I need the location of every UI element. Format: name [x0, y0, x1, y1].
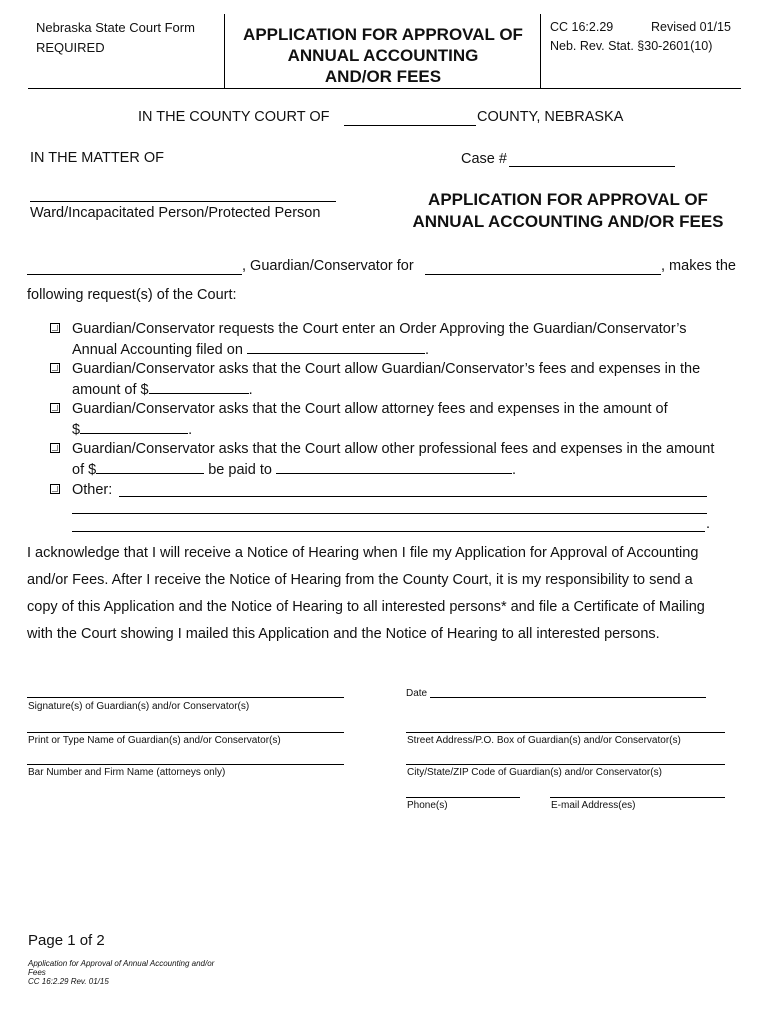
county-nebraska-label: COUNTY, NEBRASKA — [477, 109, 624, 125]
period: . — [424, 342, 429, 358]
date-field[interactable] — [430, 697, 706, 698]
ward-name-field[interactable] — [30, 201, 336, 202]
header-title — [226, 24, 540, 87]
header-title-line3: AND/OR FEES — [324, 67, 442, 86]
checkbox[interactable] — [50, 363, 60, 373]
signature-label: Signature(s) of Guardian(s) and/or Conservator(s) — [28, 701, 250, 712]
other-field-line1[interactable] — [119, 496, 707, 497]
request-text: amount of $ — [72, 382, 149, 398]
makes-the-label: , makes the — [661, 258, 736, 274]
form-label: Nebraska State Court Form — [36, 20, 195, 35]
guardian-for-label: , Guardian/Conservator for — [242, 258, 414, 274]
header-bottom-rule — [28, 88, 741, 89]
city-state-zip-field[interactable] — [406, 764, 725, 765]
in-the-matter-of: IN THE MATTER OF — [30, 150, 164, 166]
paid-to-field[interactable] — [276, 459, 512, 474]
request-text: Guardian/Conservator requests the Court enter an Order Approving the Guardian/Conservator’s — [72, 321, 687, 337]
bar-number-field[interactable] — [27, 764, 344, 765]
acknowledgement-line: with the Court showing I mailed this Application and the Notice of Hearing to all interested persons. — [27, 626, 660, 642]
accounting-date-field[interactable] — [247, 339, 425, 354]
email-label: E-mail Address(es) — [551, 800, 636, 811]
header-title-line1: APPLICATION FOR APPROVAL OF — [243, 25, 523, 44]
ward-for-field[interactable] — [425, 274, 661, 275]
ward-label: Ward/Incapacitated Person/Protected Person — [30, 205, 321, 221]
guardian-fee-amount-field[interactable] — [149, 379, 249, 394]
city-state-zip-label: City/State/ZIP Code of Guardian(s) and/or Conservator(s) — [407, 767, 662, 778]
signature-field[interactable] — [27, 697, 344, 698]
county-name-field[interactable] — [344, 125, 476, 126]
case-number-label: Case # — [461, 151, 507, 167]
request-text: Guardian/Conservator asks that the Court allow attorney fees and expenses in the amount of — [72, 401, 668, 417]
county-court-label: IN THE COUNTY COURT OF — [138, 109, 330, 125]
phone-label: Phone(s) — [407, 800, 448, 811]
header-title-line2: ANNUAL ACCOUNTING — [287, 46, 479, 65]
street-address-label: Street Address/P.O. Box of Guardian(s) and/or Conservator(s) — [407, 735, 681, 746]
street-address-field[interactable] — [406, 732, 725, 733]
footer-note-line: Fees — [28, 968, 46, 977]
request-text: Guardian/Conservator asks that the Court allow Guardian/Conservator’s fees and expenses in the — [72, 361, 701, 377]
checkbox[interactable] — [50, 443, 60, 453]
period: . — [188, 422, 193, 438]
statute: Neb. Rev. Stat. §30-2601(10) — [550, 39, 713, 53]
acknowledgement-line: copy of this Application and the Notice of Hearing to all interested persons* and file a Certificate of Mailing — [27, 599, 705, 615]
guardian-name-field[interactable] — [27, 274, 242, 275]
phone-field[interactable] — [406, 797, 520, 798]
checkbox[interactable] — [50, 403, 60, 413]
email-field[interactable] — [550, 797, 725, 798]
bar-number-label: Bar Number and Firm Name (attorneys only) — [28, 767, 226, 778]
request-text: Annual Accounting filed on — [72, 342, 243, 358]
form-number: CC 16:2.29 — [550, 20, 614, 34]
print-name-label: Print or Type Name of Guardian(s) and/or Conservator(s) — [28, 735, 281, 746]
other-field-line3[interactable] — [72, 531, 705, 532]
attorney-fee-amount-field[interactable] — [80, 419, 188, 434]
request-text: $ — [72, 422, 81, 438]
required-label: REQUIRED — [36, 40, 105, 55]
application-title-line2: ANNUAL ACCOUNTING AND/OR FEES — [412, 212, 724, 231]
acknowledgement-paragraph — [27, 540, 747, 648]
revised-date: Revised 01/15 — [651, 20, 731, 34]
application-title-line1: APPLICATION FOR APPROVAL OF — [428, 190, 708, 209]
request-text: Other: — [72, 482, 113, 498]
case-number-field[interactable] — [509, 166, 675, 167]
request-text: of $ — [72, 462, 97, 478]
footer-note-line: Application for Approval of Annual Accounting and/or — [28, 959, 215, 968]
print-name-field[interactable] — [27, 732, 344, 733]
other-field-line2[interactable] — [72, 513, 707, 514]
checkbox[interactable] — [50, 323, 60, 333]
following-requests: following request(s) of the Court: — [27, 287, 237, 303]
footer-note-line: CC 16:2.29 Rev. 01/15 — [28, 977, 109, 986]
date-label: Date — [406, 688, 428, 699]
professional-fee-amount-field[interactable] — [96, 459, 204, 474]
header-divider-right — [540, 14, 541, 89]
acknowledgement-line: I acknowledge that I will receive a Notice of Hearing when I file my Application for Approval of Accounting — [27, 545, 699, 561]
period: . — [248, 382, 253, 398]
request-text: Guardian/Conservator asks that the Court allow other professional fees and expenses in the amount — [72, 441, 715, 457]
footer-note — [28, 959, 228, 986]
page-number: Page 1 of 2 — [28, 932, 105, 949]
request-text: be paid to — [208, 462, 272, 478]
header-divider-left — [224, 14, 225, 89]
application-title — [396, 189, 740, 233]
checkbox[interactable] — [50, 484, 60, 494]
period: . — [511, 462, 516, 478]
period: . — [706, 516, 711, 532]
acknowledgement-line: and/or Fees. After I receive the Notice of Hearing from the County Court, it is my responsibility to send a — [27, 572, 693, 588]
